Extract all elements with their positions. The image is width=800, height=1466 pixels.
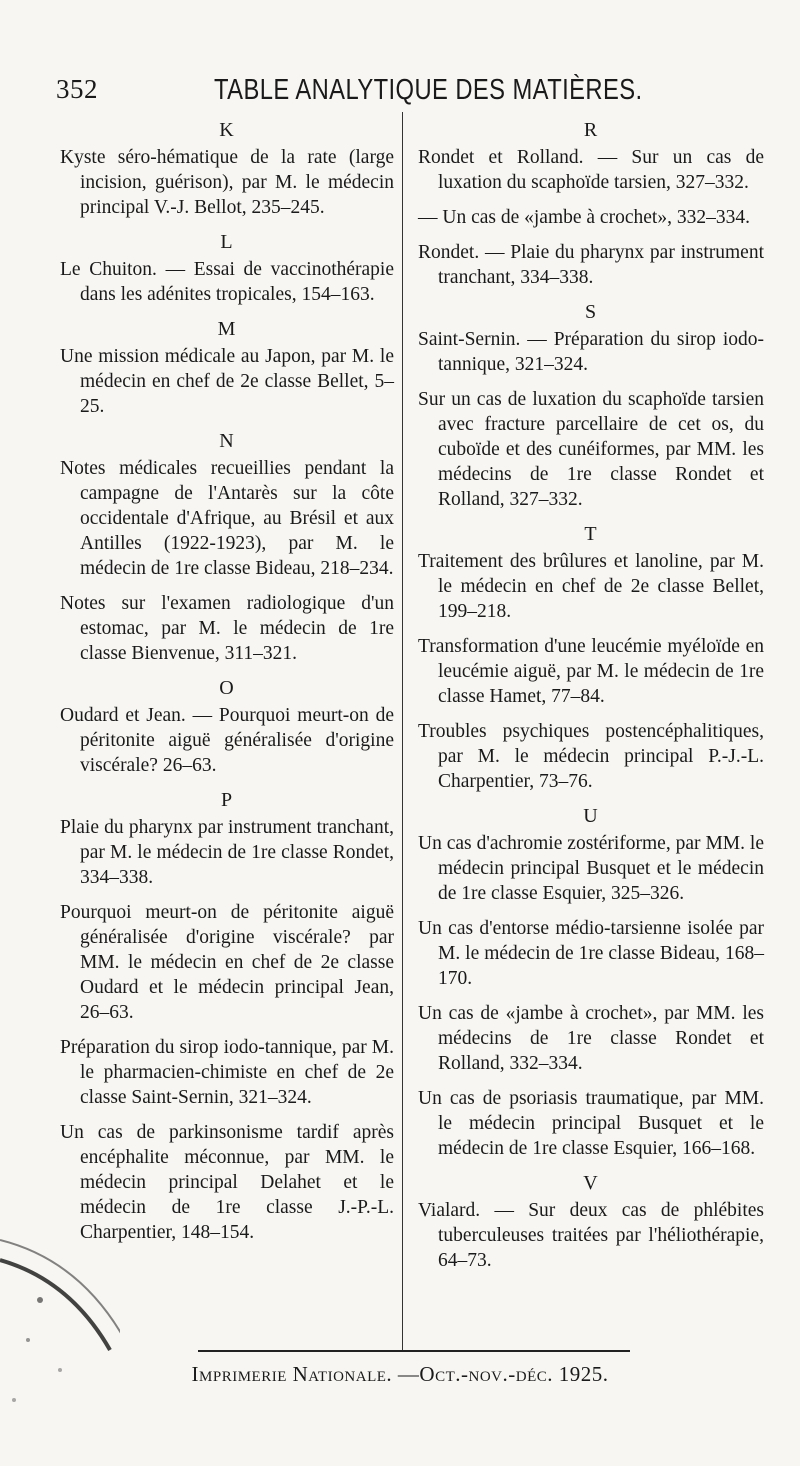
index-entry: Oudard et Jean. — Pourquoi meurt-on de péritonite aiguë généralisée d'origine viscérale? 26–63. [60,705,394,776]
index-entry: Rondet. — Plaie du pharynx par instrument tranchant, 334–338. [418,242,764,288]
index-entry: Une mission médicale au Japon, par M. le médecin en chef de 2e classe Bellet, 5–25. [60,346,394,417]
imprint-line: Imprimerie Nationale. —Oct.-nov.-déc. 1925. [191,1362,609,1386]
index-entry: Un cas de psoriasis traumatique, par MM. le médecin principal Busquet et le médecin de 1re classe Esquier, 166–168. [418,1088,764,1159]
index-entry: Pourquoi meurt-on de péritonite aiguë généralisée d'origine viscérale? par MM. le médecin en chef de 2e classe Oudard et le médecin principal Jean, 26–63. [60,902,394,1023]
index-entry: Un cas d'achromie zostériforme, par MM. le médecin principal Busquet et le médecin de 1re classe Esquier, 325–326. [418,833,764,904]
index-entry: Le Chuiton. — Essai de vaccinothérapie dans les adénites tropicales, 154–163. [60,259,394,305]
index-entry: Notes médicales recueillies pendant la campagne de l'Antarès sur la côte occidentale d'Afrique, au Brésil et aux Antilles (1922-1923), par M. le médecin de 1re classe Bideau, 218–234. [60,458,394,579]
index-entry: Transformation d'une leucémie myéloïde en leucémie aiguë, par M. le médecin de 1re classe Hamet, 77–84. [418,636,764,707]
index-entry: Un cas de parkinsonisme tardif après encéphalite méconnue, par MM. le médecin principal Delahet et le médecin de 1re classe J.-P.-L. Charpentier, 148–154. [60,1122,394,1243]
section-letter: T [584,523,598,545]
section-letter: P [220,789,234,811]
index-entry: Vialard. — Sur deux cas de phlébites tuberculeuses traitées par l'héliothérapie, 64–73. [418,1200,764,1271]
column-divider [402,112,403,1352]
page-title: TABLE ANALYTIQUE DES MATIÈRES. [214,74,643,106]
index-entry: — Un cas de «jambe à crochet», 332–334. [418,207,750,228]
section-letter: S [584,301,598,323]
page-footer [0,1362,800,1387]
section-letter: U [583,805,599,827]
index-entry: Un cas de «jambe à crochet», par MM. les médecins de 1re classe Rondet et Rolland, 332–334. [418,1003,764,1074]
right-column [418,112,764,1283]
index-entry: Un cas d'entorse médio-tarsienne isolée par M. le médecin de 1re classe Bideau, 168–170. [418,918,764,989]
page-number: 352 [56,74,98,104]
section-letter: N [219,430,235,452]
index-entry: Notes sur l'examen radiologique d'un estomac, par M. le médecin de 1re classe Bienvenue, 311–321. [60,593,394,664]
section-letter: R [583,119,599,141]
index-entry: Saint-Sernin. — Préparation du sirop iodo-tannique, 321–324. [418,329,764,375]
index-entry: Kyste séro-hématique de la rate (large incision, guérison), par M. le médecin principal V.-J. Bellot, 235–245. [60,147,394,218]
page-header [56,74,744,114]
section-letter: L [220,231,234,253]
section-letter: M [217,318,237,340]
index-entry: Sur un cas de luxation du scaphoïde tarsien avec fracture parcellaire de cet os, du cuboïde et des cunéiformes, par MM. les médecins de 1re classe Rondet et Rolland, 327–332. [418,389,764,510]
section-letter: V [583,1172,599,1194]
index-entry: Plaie du pharynx par instrument tranchant, par M. le médecin de 1re classe Rondet, 334–338. [60,817,394,888]
index-entry: Rondet et Rolland. — Sur un cas de luxation du scaphoïde tarsien, 327–332. [418,147,764,193]
index-entry: Traitement des brûlures et lanoline, par M. le médecin en chef de 2e classe Bellet, 199–218. [418,551,764,622]
footer-rule [198,1350,630,1352]
section-letter: O [219,677,235,699]
section-letter: K [219,119,235,141]
index-entry: Préparation du sirop iodo-tannique, par M. le pharmacien-chimiste en chef de 2e classe Saint-Sernin, 321–324. [60,1037,394,1108]
index-entry: Troubles psychiques postencéphalitiques, par M. le médecin principal P.-J.-L. Charpentier, 73–76. [418,721,764,792]
left-column [60,112,394,1255]
